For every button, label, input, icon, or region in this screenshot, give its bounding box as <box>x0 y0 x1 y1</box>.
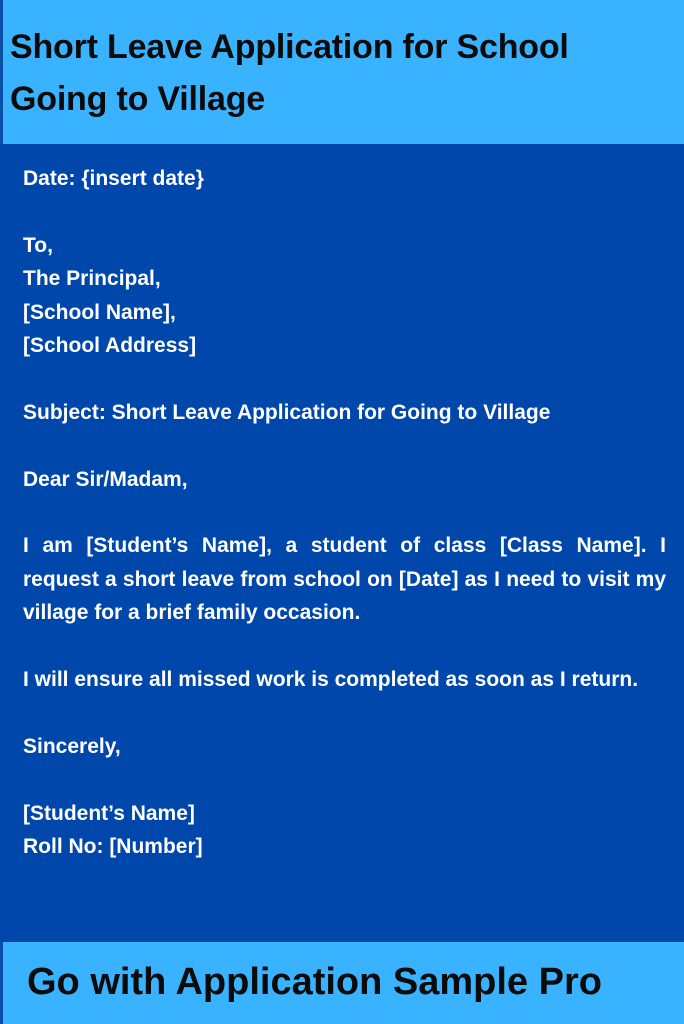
recipient-school-name: [School Name], <box>23 300 176 324</box>
page-title <box>10 21 650 125</box>
page-title-line-2: Going to Village <box>10 80 265 118</box>
header-banner <box>0 0 684 144</box>
letter-closing: Sincerely, <box>23 734 121 758</box>
recipient-title: The Principal, <box>23 267 161 291</box>
blank-line <box>23 429 666 462</box>
blank-line <box>23 763 666 796</box>
footer-brand-text: Go with Application Sample Pro <box>27 961 602 1003</box>
letter-panel <box>0 144 684 942</box>
recipient-to: To, <box>23 233 53 257</box>
page-title-line-1: Short Leave Application for School <box>10 28 569 66</box>
blank-line <box>23 696 666 729</box>
body-paragraph-2: I will ensure all missed work is completed as soon as I return. <box>23 668 639 692</box>
letter-content <box>23 162 666 863</box>
footer-banner <box>0 942 684 1024</box>
blank-line <box>23 630 666 663</box>
letter-date: Date: {insert date} <box>23 167 204 190</box>
roll-number: Roll No: [Number] <box>23 835 203 859</box>
body-paragraph-1: I am [Student’s Name], a student of class [Class Name]. I request a short leave from school on [Date] as I need to visit my village for a brief family occasion. <box>23 534 666 625</box>
letter-salutation: Dear Sir/Madam, <box>23 467 188 491</box>
blank-line <box>23 362 666 395</box>
blank-line <box>23 496 666 529</box>
blank-line <box>23 195 666 228</box>
recipient-school-address: [School Address] <box>23 334 197 358</box>
signature-name: [Student’s Name] <box>23 801 195 825</box>
letter-subject: Subject: Short Leave Application for Going to Village <box>23 400 551 424</box>
